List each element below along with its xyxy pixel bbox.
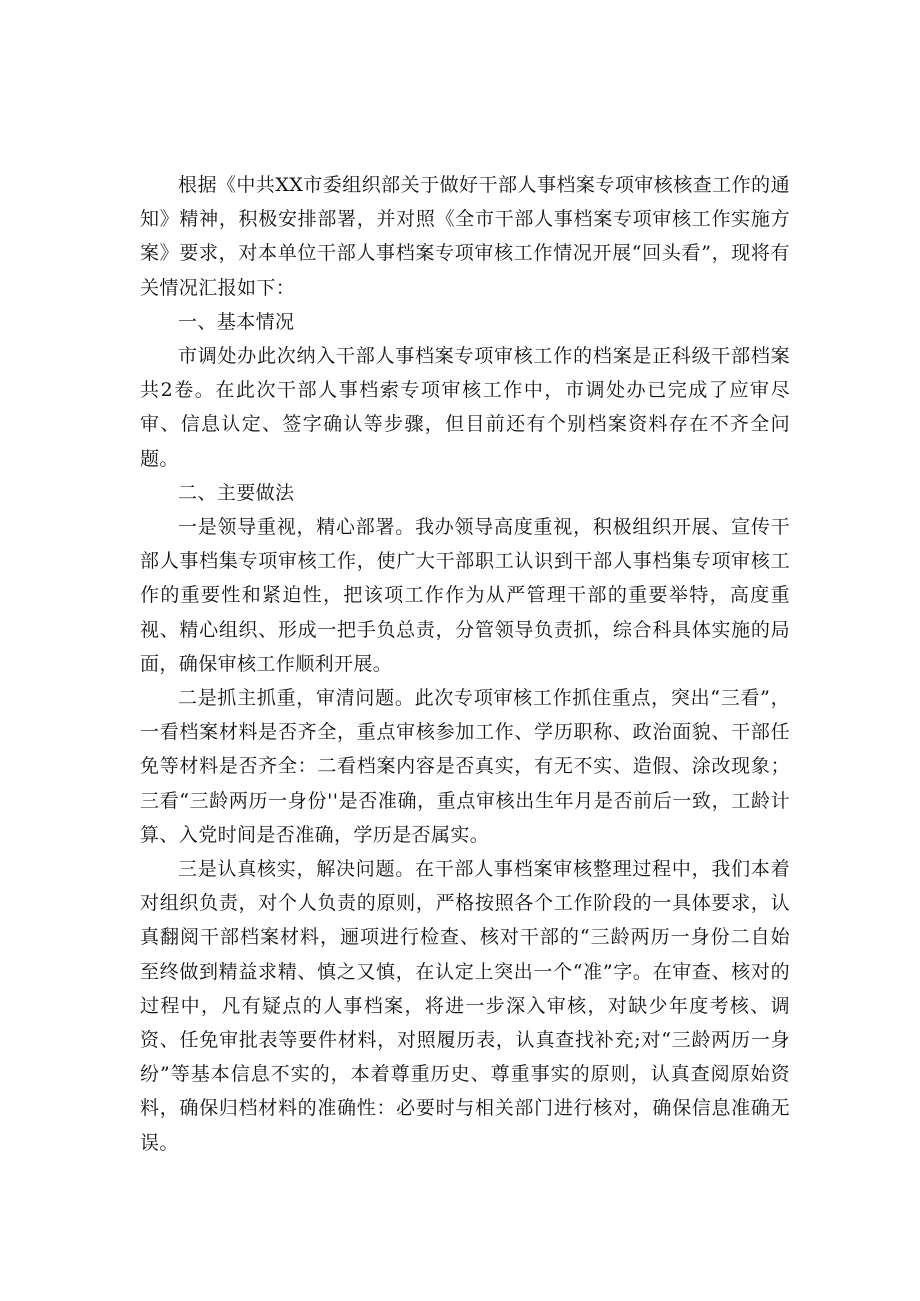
section-heading-main-practices: 二、主要做法 (178, 481, 295, 504)
basic-situation-paragraph: 市调处办此次纳入干部人事档案专项审核工作的档案是正科级干部档案共2卷。在此次干部人事档索专项审核工作中，市调处办已完成了应审尽审、信息认定、签字确认等步骤，但目前还有个别档案资料存在不齐全问题。 (140, 345, 790, 470)
intro-paragraph: 根据《中共XX市委组织部关于做好干部人事档案专项审核核查工作的通知》精神，积极安排部署，并对照《全市干部人事档案专项审核工作实施方案》要求，对本单位干部人事档案专项审核工作情况开展“回头看”，现将有关情况汇报如下： (140, 174, 790, 299)
practice-point-3: 三是认真核实，解决问题。在干部人事档案审核整理过程中，我们本着对组织负责，对个人负责的原则，严格按照各个工作阶段的一具体要求，认真翻阅干部档案材料，逦项进行检查、核对干部的“三龄两历一身份二自始至终做到精益求精、慎之又慎，在认定上突出一个“准”字。在审查、核对的过程中，凡有疑点的人事档案，将进一步深入审核，对缺少年度考核、调资、任免审批表等要件材料，对照履历表，认真查找补充;对“三龄两历一身纷”等基本信息不实的，本着尊重历史、尊重事实的原则，认真查阅原始资料，确保归档材料的准确性：必要时与相关部门进行核对，确保信息准确无误。 (140, 858, 790, 1154)
document-page (140, 168, 790, 1160)
section-heading-basic-situation: 一、基本情况 (178, 310, 295, 333)
practice-point-2: 二是抓主抓重，审清问题。此次专项审核工作抓住重点，突出“三看”，一看档案材料是否齐全，重点审核参加工作、学历职称、政治面貌、干部任免等材料是否齐全：二看档案内容是否真实，有无不实、造假、涂改现象；三看“三龄两历一身份''是否准确，重点审核出生年月是否前后一致，工龄计算、入党时间是否准确，学历是否属实。 (140, 687, 790, 846)
practice-point-1: 一是领导重视，精心部署。我办领导高度重视，积极组织开展、宣传干部人事档集专项审核工作，使广大干部职工认识到干部人事档集专项审核工作的重要性和紧迫性，把该项工作作为从严管理干部的重要举特，高度重视、精心组织、形成一把手负总责，分管领导负责抓，综合科具体实施的局面，确保审核工作顺利开展。 (140, 516, 790, 675)
